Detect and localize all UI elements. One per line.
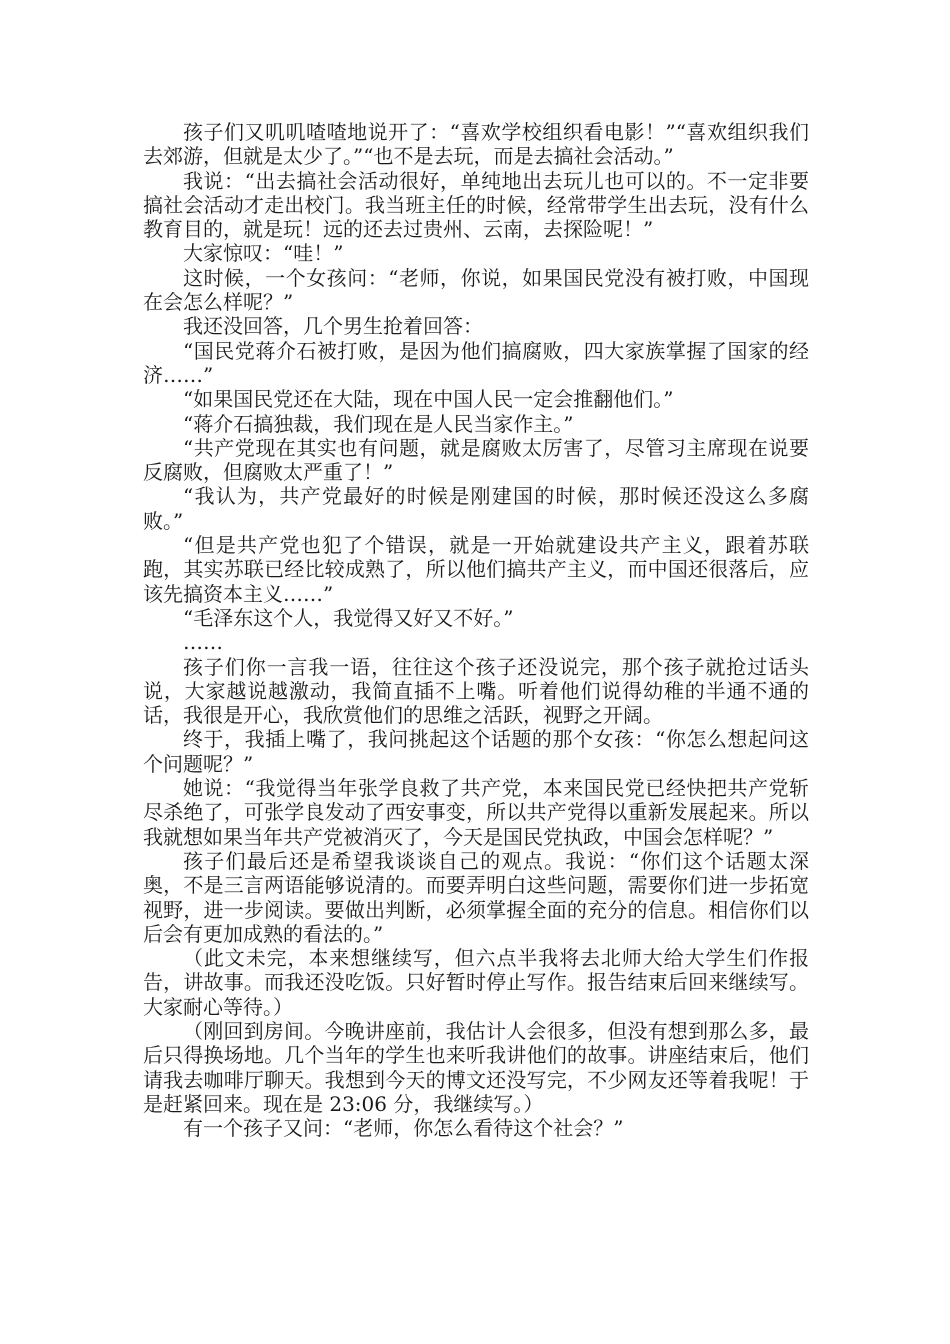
paragraph: “如果国民党还在大陆，现在中国人民一定会推翻他们。” <box>183 387 674 412</box>
paragraph: 她说：“我觉得当年张学良救了共产党，本来国民党已经快把共产党斩尽杀绝了，可张学良发动了西安事变，所以共产党得以重新发展起来。所以我就想如果当年共产党被消灭了，今天是国民党执政，中国会怎样呢？” <box>143 776 809 849</box>
paragraph: 孩子们又叽叽喳喳地说开了：“喜欢学校组织看电影！”“喜欢组织我们去郊游，但就是太少了。”“也不是去玩，而是去搞社会活动。” <box>143 120 809 169</box>
paragraph: 我还没回答，几个男生抢着回答： <box>183 314 483 339</box>
paragraph: 这时候，一个女孩问：“老师，你说，如果国民党没有被打败，中国现在会怎么样呢？” <box>143 265 809 315</box>
document-body <box>143 120 809 1140</box>
paragraph: “蒋介石搞独裁，我们现在是人民当家作主。” <box>183 411 574 436</box>
paragraph: 孩子们你一言我一语，往往这个孩子还没说完，那个孩子就抢过话头说，大家越说越激动，我简直插不上嘴。听着他们说得幼稚的半通不通的话，我很是开心，我欣赏他们的思维之活跃，视野之开阔。 <box>143 654 809 728</box>
ellipsis-paragraph: …… <box>183 630 223 655</box>
paragraph: “毛泽东这个人，我觉得又好又不好。” <box>183 605 514 630</box>
paragraph: “共产党现在其实也有问题，就是腐败太厉害了，尽管习主席现在说要反腐败，但腐败太严重了！” <box>143 435 809 485</box>
paragraph: 我说：“出去搞社会活动很好，单纯地出去玩儿也可以的。不一定非要搞社会活动才走出校门。我当班主任的时候，经常带学生出去玩，没有什么教育目的，就是玩！远的还去过贵州、云南，去探险呢！” <box>143 168 809 242</box>
author-note-paragraph: （此文未完，本来想继续写，但六点半我将去北师大给大学生们作报告，讲故事。而我还没吃饭。只好暂时停止写作。报告结束后回来继续写。大家耐心等待。） <box>143 946 809 1019</box>
paragraph: 有一个孩子又问：“老师，你怎么看待这个社会？” <box>183 1116 624 1141</box>
paragraph: 终于，我插上嘴了，我问挑起这个话题的那个女孩：“你怎么想起问这个问题呢？” <box>143 727 809 776</box>
author-note-paragraph: （刚回到房间。今晚讲座前，我估计人会很多，但没有想到那么多，最后只得换场地。几个当年的学生也来听我讲他们的故事。讲座结束后，他们请我去咖啡厅聊天。我想到今天的博文还没写完，不少网友还等着我呢！于是赶紧回来。现在是 23:06 分，我继续写。） <box>143 1018 809 1116</box>
paragraph: 孩子们最后还是希望我谈谈自己的观点。我说：“你们这个话题太深奥，不是三言两语能够说清的。而要弄明白这些问题，需要你们进一步拓宽视野，进一步阅读。要做出判断，必须掌握全面的充分的信息。相信你们以后会有更加成熟的看法的。” <box>143 848 809 946</box>
paragraph: “但是共产党也犯了个错误，就是一开始就建设共产主义，跟着苏联跑，其实苏联已经比较成熟了，所以他们搞共产主义，而中国还很落后，应该先搞资本主义……” <box>143 533 809 606</box>
paragraph: “我认为，共产党最好的时候是刚建国的时候，那时候还没这么多腐败。” <box>143 484 809 533</box>
paragraph: 大家惊叹：“哇！” <box>183 241 344 266</box>
paragraph: “国民党蒋介石被打败，是因为他们搞腐败，四大家族掌握了国家的经济……” <box>143 338 809 387</box>
